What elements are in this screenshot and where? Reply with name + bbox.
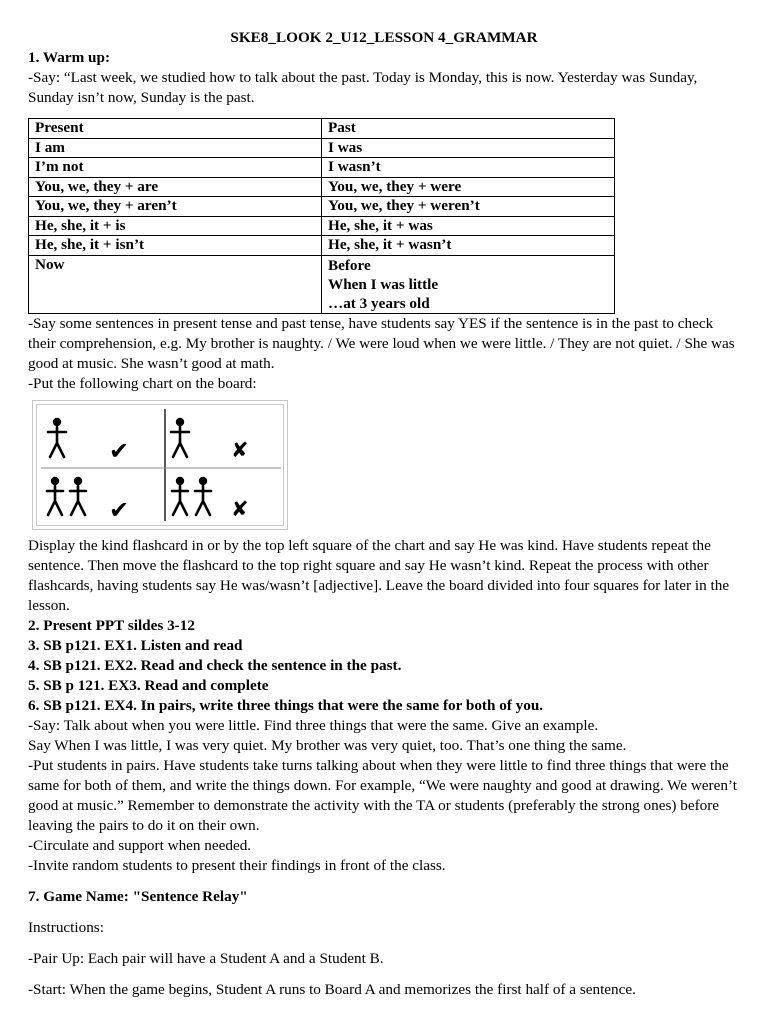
table-cell: He, she, it + is xyxy=(29,216,322,236)
cross-icon: ✘ xyxy=(231,437,249,462)
table-header-past: Past xyxy=(322,119,615,139)
table-cell: I wasn’t xyxy=(322,158,615,178)
stick-figure-icon xyxy=(171,417,189,456)
step-3-heading: 3. SB p121. EX1. Listen and read xyxy=(28,636,243,654)
stick-figure-icon xyxy=(47,476,63,514)
step-6-heading: 6. SB p121. EX4. In pairs, write three things that were the same for both of you. xyxy=(28,696,544,714)
table-row xyxy=(29,158,615,178)
step-5-heading: 5. SB p 121. EX3. Read and complete xyxy=(28,676,269,694)
table-cell: You, we, they + were xyxy=(322,177,615,197)
chart-intro: -Put the following chart on the board: xyxy=(28,374,257,392)
table-row xyxy=(29,138,615,158)
step-4-heading: 4. SB p121. EX2. Read and check the sentence in the past. xyxy=(28,656,402,674)
table-cell-line: Before xyxy=(328,256,371,274)
stick-figure-icon xyxy=(48,417,66,456)
table-row xyxy=(29,255,615,313)
pair-up-instruction: -Pair Up: Each pair will have a Student A and a Student B. xyxy=(28,949,384,967)
table-cell: You, we, they + weren’t xyxy=(322,197,615,217)
start-instruction: -Start: When the game begins, Student A runs to Board A and memorizes the first half of a sentence. xyxy=(28,980,636,998)
table-cell: Now xyxy=(29,255,322,313)
table-cell: He, she, it + wasn’t xyxy=(322,236,615,256)
board-chart-figure xyxy=(32,400,288,530)
table-cell-line: When I was little xyxy=(328,275,439,293)
step-2-heading: 2. Present PPT sildes 3-12 xyxy=(28,616,195,634)
table-header-row xyxy=(29,119,615,139)
document-title: SKE8_LOOK 2_U12_LESSON 4_GRAMMAR xyxy=(230,29,538,46)
step-6-example: Say When I was little, I was very quiet. My brother was very quiet, too. That’s one thing the same. xyxy=(28,736,627,754)
table-cell: I am xyxy=(29,138,322,158)
table-row xyxy=(29,216,615,236)
tick-icon: ✔ xyxy=(109,436,130,465)
table-row xyxy=(29,236,615,256)
check-paragraph: -Say some sentences in present tense and past tense, have students say YES if the sentence is in the past to check their comprehension, e.g. My brother is naughty. / We were loud when we were little. / They are not quiet. / She was good at music. She wasn’t good at math. xyxy=(28,314,735,372)
stick-figure-icon xyxy=(195,476,211,514)
table-cell: You, we, they + are xyxy=(29,177,322,197)
table-cell-line: …at 3 years old xyxy=(328,294,430,312)
stick-figure-icon xyxy=(70,476,86,514)
table-row xyxy=(29,177,615,197)
table-cell: I’m not xyxy=(29,158,322,178)
board-chart-drawing xyxy=(37,405,283,525)
stick-figure-icon xyxy=(172,476,188,514)
table-header-present: Present xyxy=(29,119,322,139)
table-cell xyxy=(322,255,615,313)
instructions-label: Instructions: xyxy=(28,918,104,936)
table-cell: I was xyxy=(322,138,615,158)
cross-icon: ✘ xyxy=(231,496,249,521)
warmup-heading: 1. Warm up: xyxy=(28,49,110,66)
step-7-heading: 7. Game Name: "Sentence Relay" xyxy=(28,887,248,905)
step-6-pairs: -Put students in pairs. Have students take turns talking about when they were little to find three things that were the same for both of them, and write the things down. For example, “We were naughty and good at drawing. We weren’t good at music.” Remember to demonstrate the activity with the TA or students (preferably the strong ones) before leaving the pairs to do it on their own. xyxy=(28,756,737,834)
table-cell: He, she, it + isn’t xyxy=(29,236,322,256)
tick-icon: ✔ xyxy=(109,495,130,524)
present-past-table xyxy=(28,118,615,314)
step-6-circulate: -Circulate and support when needed. xyxy=(28,836,252,854)
board-chart xyxy=(36,404,284,526)
table-cell: You, we, they + aren’t xyxy=(29,197,322,217)
document-page xyxy=(28,28,740,1000)
table-row xyxy=(29,197,615,217)
step-6-say: -Say: Talk about when you were little. Find three things that were the same. Give an example. xyxy=(28,716,599,734)
step-6-invite: -Invite random students to present their findings in front of the class. xyxy=(28,856,446,874)
display-paragraph: Display the kind flashcard in or by the top left square of the chart and say He was kind. Have students repeat the sentence. Then move the flashcard to the top right square and say He wasn’t kind. Repeat the process with other flashcards, having students say He was/wasn’t [adjective]. Leave the board divided into four squares for later in the lesson. xyxy=(28,536,730,614)
warmup-say: -Say: “Last week, we studied how to talk about the past. Today is Monday, this is now. Yesterday was Sunday, Sunday isn’t now, Sunday is the past. xyxy=(28,69,698,106)
table-cell: He, she, it + was xyxy=(322,216,615,236)
